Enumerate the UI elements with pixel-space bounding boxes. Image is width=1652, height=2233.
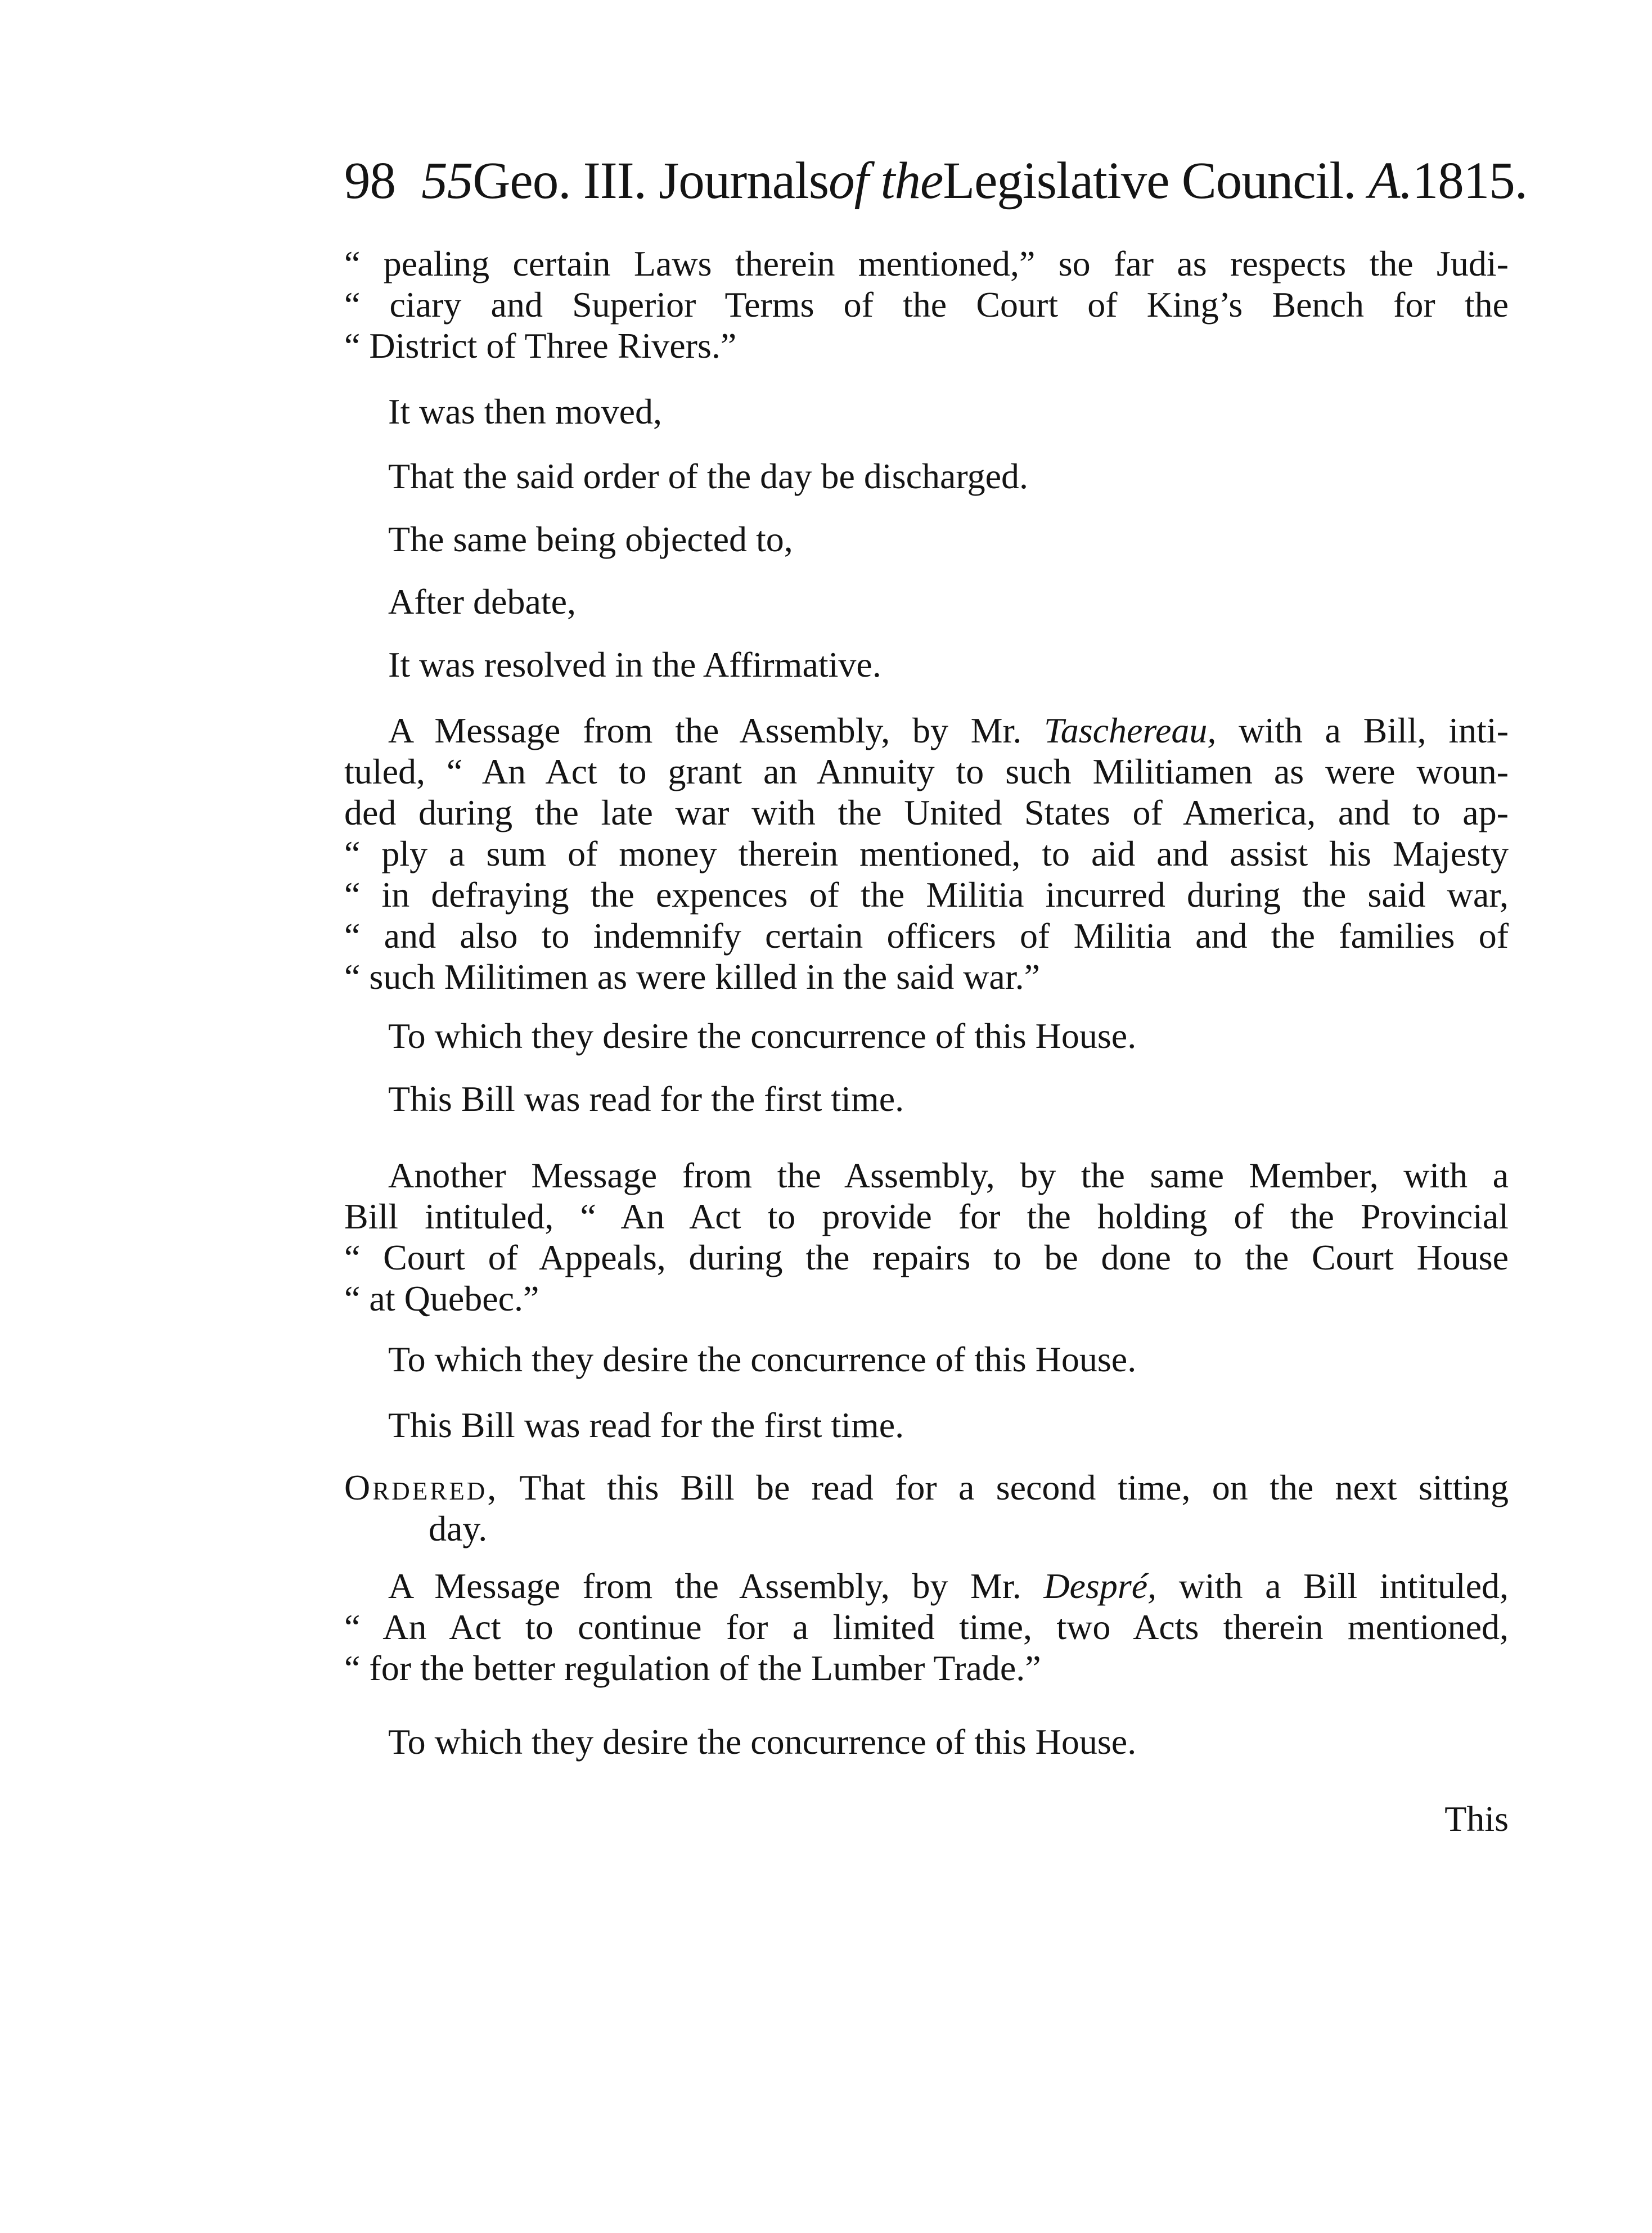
- text-line: “ Court of Appeals, during the repairs to be done to the Court House: [344, 1237, 1509, 1277]
- text-line: “ ply a sum of money therein mentioned, to aid and assist his Majesty: [344, 834, 1509, 874]
- text-line: [344, 1565, 1509, 1606]
- text-line: “ pealing certain Laws therein mentioned,” so far as respects the Judi-: [344, 244, 1509, 283]
- member-name: Despré,: [1043, 1566, 1157, 1606]
- first-reading-line-2: [344, 1404, 1552, 1446]
- text-line: To which they desire the concurrence of this House.: [388, 1016, 1137, 1056]
- text-line: This Bill was read for the first time.: [388, 1405, 904, 1445]
- text-line: “ for the better regulation of the Lumber Trade.”: [344, 1648, 1041, 1688]
- moved-line: [344, 391, 1552, 432]
- text-line: “ ciary and Superior Terms of the Court of King’s Bench for the: [344, 285, 1509, 325]
- text-line: Bill intituled, “ An Act to provide for the holding of the Provincial: [344, 1196, 1509, 1236]
- concurrence-line-2: [344, 1339, 1552, 1380]
- anno-abbrev: A.: [1368, 152, 1412, 210]
- text-line: “ An Act to continue for a limited time, two Acts therein mentioned,: [344, 1607, 1509, 1647]
- of-the-words: of the: [829, 152, 943, 210]
- text-line: To which they desire the concurrence of this House.: [388, 1722, 1137, 1762]
- message-lead: A Message from the Assembly, by Mr.: [388, 1566, 1021, 1606]
- resolved-line: [344, 644, 1552, 685]
- text-line: [344, 710, 1509, 751]
- first-reading-line-1: [344, 1078, 1552, 1119]
- text-line: [344, 1467, 1509, 1508]
- text-line: day.: [429, 1509, 488, 1548]
- quote-continuation: [344, 243, 1509, 366]
- concurrence-line-1: [344, 1015, 1552, 1056]
- text-line: It was then moved,: [388, 391, 662, 431]
- message-after: with a Bill, inti-: [1239, 710, 1509, 750]
- regnal-year: 55: [421, 152, 473, 210]
- catchword-text: This: [1444, 1799, 1509, 1839]
- text-line: “ at Quebec.”: [344, 1278, 539, 1318]
- text-line: ded during the late war with the United States of America, and to ap-: [344, 793, 1509, 832]
- header-year: 1815.: [1412, 152, 1528, 210]
- text-line: Another Message from the Assembly, by the same Member, with a: [388, 1155, 1509, 1195]
- text-line: It was resolved in the Affirmative.: [388, 645, 881, 685]
- discharged-line: [344, 456, 1552, 497]
- message-paragraph-1: [344, 710, 1509, 997]
- running-header: [344, 147, 1528, 215]
- journals-word: Journals: [659, 152, 829, 210]
- catchword: [344, 1798, 1509, 1839]
- message-paragraph-2: [344, 1155, 1509, 1319]
- text-line: To which they desire the concurrence of this House.: [388, 1339, 1137, 1379]
- text-line: “ such Militimen as were killed in the said war.”: [344, 957, 1040, 997]
- page-number: 98: [344, 152, 395, 210]
- message-after: with a Bill intituled,: [1178, 1566, 1509, 1606]
- message-paragraph-3: [344, 1565, 1509, 1689]
- ordered-text: That this Bill be read for a second time, on the next sitting: [519, 1467, 1509, 1507]
- message-lead: A Message from the Assembly, by Mr.: [388, 710, 1022, 750]
- ordered-label: Ordered,: [344, 1467, 499, 1507]
- ordered-paragraph: [344, 1467, 1509, 1549]
- text-line: The same being objected to,: [388, 519, 793, 559]
- text-line: “ District of Three Rivers.”: [344, 326, 737, 366]
- text-line: “ in defraying the expences of the Militia incurred during the said war,: [344, 875, 1509, 915]
- member-name: Taschereau,: [1044, 710, 1217, 750]
- text-line: This Bill was read for the first time.: [388, 1079, 904, 1119]
- text-line: After debate,: [388, 582, 577, 622]
- text-line: “ and also to indemnify certain officers of Militia and the families of: [344, 916, 1509, 956]
- debate-line: [344, 581, 1552, 622]
- text-line: That the said order of the day be discharged.: [388, 456, 1028, 496]
- reign: Geo. III.: [472, 152, 646, 210]
- objected-line: [344, 519, 1552, 560]
- text-line: tuled, “ An Act to grant an Annuity to such Militiamen as were woun-: [344, 751, 1509, 791]
- concurrence-line-3: [344, 1721, 1552, 1762]
- legislative-council: Legislative Council.: [943, 152, 1356, 210]
